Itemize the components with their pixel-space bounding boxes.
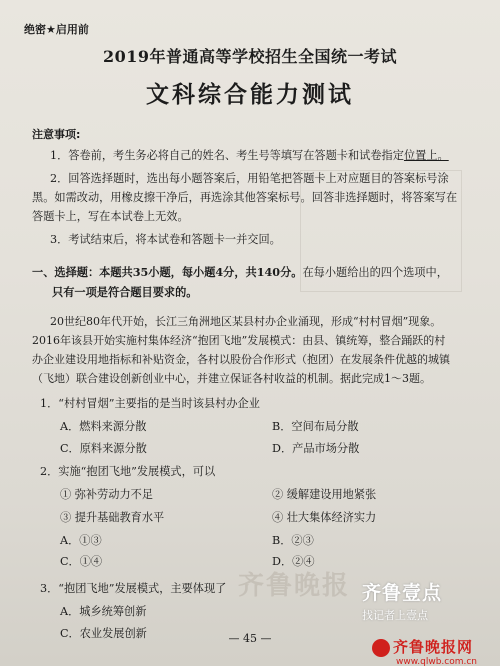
section-heading-line2: 只有一项是符合题目要求的。 (52, 285, 198, 299)
q2-statement-4: ④ 壮大集体经济实力 (272, 511, 377, 524)
notice-heading: 注意事项: (32, 128, 81, 141)
q2-option-b: B．②③ (272, 534, 314, 547)
newspaper-stamp-watermark (238, 565, 350, 625)
section-heading-tail: 在每小题给出的四个选项中， (302, 266, 448, 279)
subject-title: 文科综合能力测试 (146, 82, 354, 108)
q2-statement-1: ① 弥补劳动力不足 (60, 488, 154, 501)
exam-title: 2019年普通高等学校招生全国统一考试 (102, 47, 398, 66)
q2-option-a: A．①③ (60, 534, 102, 547)
passage-line-2: 2016年该县开始实施村集体经济“抱团飞地”发展模式：由县、镇统筹，整合踊跃的村 (32, 334, 446, 347)
q2-option-c: C．①④ (60, 555, 103, 568)
confidential-tag: 绝密★启用前 (24, 23, 89, 36)
section-heading-main: 一、选择题：本题共35小题，每小题4分，共140分。 (32, 265, 303, 279)
notice-item-1-underlined: 位置上。 (403, 149, 449, 162)
site-name: 齐鲁晚报网 (393, 638, 474, 656)
notice-item-1 (50, 147, 449, 165)
site-logo (372, 636, 500, 666)
notice-item-2-line1: 2．回答选择题时，选出每小题答案后，用铅笔把答题卡上对应题目的答案标号涂 (50, 172, 449, 185)
passage-line-3: 办企业建设用地指标和补贴资金，各村以股份合作形式（抱团）在发展条件优越的城镇 (32, 353, 450, 366)
q3-stem: 3．“抱团飞地”发展模式，主要体现了 (40, 582, 227, 595)
q2-statement-2: ② 缓解建设用地紧张 (272, 488, 377, 501)
q3-option-c: C．农业发展创新 (60, 627, 147, 640)
q1-stem: 1．“村村冒烟”主要指的是当时该县村办企业 (40, 397, 260, 410)
brand-watermark (362, 578, 496, 623)
passage-line-4: （飞地）联合建设创新创业中心，并建立保证各村收益的机制。据此完成1～3题。 (32, 372, 431, 385)
q1-option-b: B．空间布局分散 (272, 420, 359, 433)
notice-item-1-text: 1．答卷前，考生务必将自己的姓名、考生号等填写在答题卡和试卷指定 (50, 149, 404, 162)
site-url: www.qlwb.com.cn (396, 657, 477, 666)
q1-option-d: D．产品市场分散 (272, 442, 360, 455)
page-number: — 45 — (228, 632, 272, 645)
q2-stem: 2．实施“抱团飞地”发展模式，可以 (40, 465, 216, 478)
bleed-through-figure (300, 170, 462, 292)
q1-option-c: C．原料来源分散 (60, 442, 147, 455)
brand-name: 齐鲁壹点 (362, 582, 443, 604)
q2-statement-3: ③ 提升基础教育水平 (60, 511, 165, 524)
notice-item-3: 3．考试结束后，将本试卷和答题卡一并交回。 (50, 233, 281, 246)
q3-option-a: A．城乡统筹创新 (60, 605, 147, 618)
q2-option-d: D．②④ (272, 555, 315, 568)
q1-option-a: A．燃料来源分散 (60, 420, 147, 433)
logo-icon (372, 639, 390, 657)
notice-item-2-line2: 黑。如需改动，用橡皮擦干净后，再选涂其他答案标号。回答非选择题时，将答案写在 (32, 191, 458, 204)
notice-item-2-line3: 答题卡上，写在本试卷上无效。 (32, 210, 189, 223)
stamp-text: 齐鲁晚报 (238, 571, 351, 601)
passage-line-1: 20世纪80年代开始，长江三角洲地区某县村办企业涌现，形成“村村冒烟”现象。 (50, 315, 442, 328)
brand-tagline: 找记者上壹点 (362, 609, 428, 622)
